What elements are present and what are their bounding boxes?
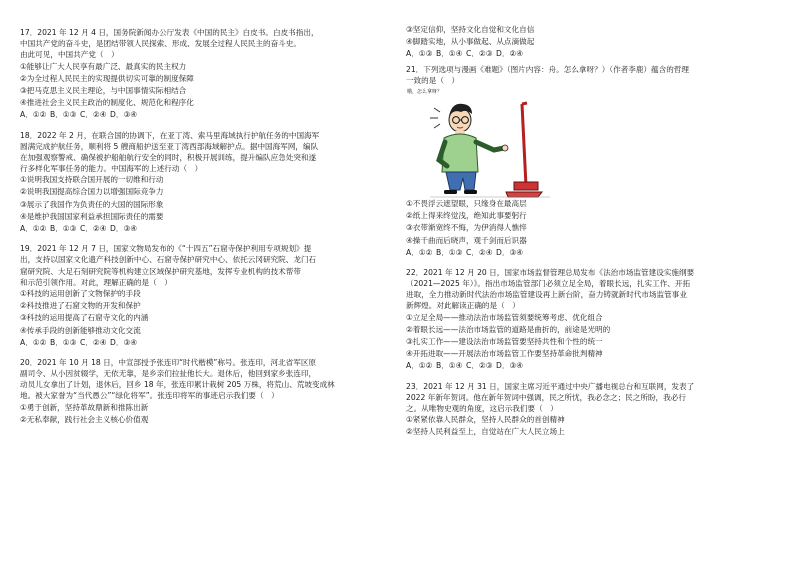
- choice-a: A．①②: [20, 110, 47, 120]
- choice-d: D．②④: [496, 49, 524, 59]
- option-item: ③扎实工作——建设法治市场监管要坚持共性和个性的统一: [406, 337, 603, 346]
- question-stem: 18．2022 年 2 月，在联合国的协调下，在亚丁湾、索马里海域执行护航任务的中国海军: [20, 130, 320, 140]
- answer-choices: [406, 48, 778, 60]
- option-item: ④开拓进取——开展法治市场监管工作要坚持革命批判精神: [406, 349, 603, 359]
- option-item: ①说明我国支持联合国开展的一切维和行动: [20, 175, 164, 185]
- choice-d: D．③④: [110, 337, 138, 347]
- option-item: ②为全过程人民民主的实现提供切实可靠的制度保障: [20, 73, 194, 83]
- option-item: ④推进社会主义民主政治的制度化、规范化和程序化: [20, 98, 194, 108]
- choice-a: A．①②: [406, 361, 433, 371]
- option-item: ②无私奉献，践行社会主义核心价值观: [20, 414, 149, 424]
- question-stem: 由此可见，中国共产党（ ）: [20, 50, 119, 60]
- question-19: [20, 243, 392, 349]
- option-item: ③把马克思主义民主理论，与中国事情实际相结合: [20, 85, 187, 95]
- cartoon-illustration: [410, 94, 560, 198]
- answer-choices: [406, 247, 778, 259]
- choice-d: D．③④: [110, 224, 138, 233]
- choice-b: B．①③: [50, 110, 77, 120]
- answer-choices: [20, 337, 392, 349]
- question-stem: 行多样化军事任务的能力。中国海军的上述行动（ ）: [20, 164, 203, 174]
- question-stem: 23．2021 年 12 月 31 日，国家主席习近平通过中央广播电视总台和互联网，发表了: [406, 381, 695, 391]
- question-stem: 出，支持以国家文化遗产科技创新中心、石窟寺保护研究中心、依托云冈研究院、龙门石: [20, 255, 317, 265]
- question-stem: 副司令、从小因贫辍学，无依无靠，是乡亲们拉扯他长大。退休后，他回到家乡张连印，: [20, 369, 317, 379]
- question-18: [20, 130, 392, 236]
- question-stem: 之。从唯物史观的角度，这启示我们要（ ）: [406, 403, 558, 413]
- option-item: ②说明我国提高综合国力以增强国际竞争力: [20, 187, 164, 197]
- left-column: [20, 27, 392, 426]
- answer-choices: [406, 360, 778, 372]
- option-item: ①紧紧依靠人民群众，坚持人民群众的首创精神: [406, 415, 565, 425]
- question-stem: 在加强观察警戒、确保被护船舶航行安全的同时，积极开展训练，提升编队应急处突和遂: [20, 152, 317, 162]
- choice-c: C．②③: [466, 49, 493, 59]
- option-item: ①勇于创新，坚持革故鼎新和推陈出新: [20, 402, 149, 412]
- option-item: ②科技推进了石窟文物的开发和保护: [20, 301, 141, 311]
- option-item: ②着眼长远——法治市场监管的道路是曲折的，前途是光明的: [406, 324, 611, 334]
- question-stem: 新辉煌。对此解读正确的是（ ）: [406, 301, 520, 311]
- option-item: ④是维护我国国家利益承担国际责任的需要: [20, 211, 164, 221]
- question-stem: 动员儿女拿出了计划，退休后，回乡 18 年，张连印累计栽树 205 万株，将荒山、荒坡变成林: [20, 380, 335, 390]
- question-stem: 圆满完成护航任务，顺利将 5 艘商船护送至亚丁湾西部海域解护点。据中国海军网，编队: [20, 141, 319, 151]
- option-item: ①能够让广大人民享有最广泛、最真实的民主权力: [20, 61, 187, 71]
- question-stem: 19．2021 年 12 月 7 日，国家文物局发布的《“十四五”石窟寺保护利用专项规划》提: [20, 244, 312, 254]
- answer-choices: [20, 223, 392, 235]
- choice-a: A．①②: [406, 247, 433, 257]
- choice-c: C．②④: [80, 337, 107, 347]
- question-stem: 20．2021 年 10 月 18 日，中宣部授予张连印“时代楷模”称号。张连印，河北省军区原: [20, 357, 317, 367]
- question-17: [20, 27, 392, 122]
- choice-a: A．①②: [20, 224, 47, 233]
- answer-choices: [20, 109, 392, 121]
- option-item: ③科技的运用提高了石窟寺文化的内涵: [20, 313, 149, 323]
- option-item: ④操千曲而后晓声，观千剑而后识器: [406, 235, 527, 245]
- option-item: ③展示了我国作为负责任的大国的国际形象: [20, 199, 164, 209]
- question-stem: 2022 年新年贺词。他在新年贺词中强调，民之所忧，我必念之；民之所盼，我必行: [406, 392, 686, 402]
- choice-b: B．①④: [436, 361, 463, 371]
- question-stem: （2021—2025 年）》。指出市场监管部门必须立足全局，着眼长远，扎实工作、开拓: [406, 279, 691, 289]
- option-item: ②坚持人民利益至上，自觉站在广大人民立场上: [406, 427, 565, 437]
- question-stem: 和示范引领作用。对此，理解正确的是（ ）: [20, 277, 172, 287]
- choice-b: B．①③: [50, 224, 77, 233]
- question-23: [406, 381, 778, 439]
- question-stem: 21．下列选项与漫画《难题》（图片内容：舟。怎么拿呀？）（作者李鹿）蕴含的哲理: [406, 64, 690, 74]
- cartoon-caption: 哦，怎么拿呀？: [407, 88, 443, 95]
- question-20-continued: [406, 24, 778, 61]
- question-stem: 一致的是（ ）: [406, 75, 460, 85]
- question-stem: 中国共产党的奋斗史，是团结带领人民探索、形成、发展全过程人民民主的奋斗史。: [20, 39, 301, 49]
- question-stem: 22．2021 年 12 月 20 日，国家市场监督管理总局发布《法治市场监管建设实施纲要: [406, 267, 695, 277]
- question-stem: 地。被大家誉为“当代愚公”“绿化将军”。张连印将军的事迹启示我们要（ ）: [20, 391, 279, 401]
- choice-c: C．②③: [466, 361, 493, 371]
- right-column: [406, 24, 778, 439]
- option-item: ④脚踏实地，从小事做起、从点滴做起: [406, 37, 535, 47]
- option-item: ①科技的运用创新了文物保护的手段: [20, 288, 141, 298]
- option-item: ④传承手段的创新能够推动文化交流: [20, 325, 141, 335]
- choice-d: D．③④: [496, 247, 524, 257]
- option-item: ①立足全局——推动法治市场监管须要统筹考虑、优化组合: [406, 312, 603, 322]
- choice-d: D．③④: [110, 110, 138, 120]
- choice-a: A．①②: [20, 337, 47, 347]
- choice-d: D．③④: [496, 361, 524, 371]
- question-21: [406, 64, 778, 259]
- option-item: ②纸上得来终觉浅，绝知此事要躬行: [406, 211, 527, 221]
- choice-c: C．②④: [80, 110, 107, 120]
- choice-b: B．①③: [436, 247, 463, 257]
- choice-b: B．①④: [436, 49, 463, 59]
- question-20: [20, 357, 392, 426]
- question-stem: 进取，全力推动新时代法治市场监管建设再上新台阶，奋力铸就新时代市场监管事业: [406, 290, 687, 300]
- question-22: [406, 267, 778, 373]
- choice-c: C．②④: [466, 247, 493, 257]
- choice-a: A．①③: [406, 49, 433, 59]
- option-item: ①不畏浮云遮望眼，只缘身在最高层: [406, 198, 527, 208]
- question-stem: 窟研究院、大足石刻研究院等机构建立区域保护研究基地，发挥专业机构的技术帮带: [20, 266, 301, 276]
- option-item: ③衣带渐宽终不悔，为伊消得人憔悴: [406, 223, 527, 233]
- choice-b: B．①③: [50, 337, 77, 347]
- cartoon-figure: [406, 86, 778, 198]
- choice-c: C．②④: [80, 224, 107, 233]
- option-item: ③坚定信仰，坚持文化自觉和文化自信: [406, 25, 535, 34]
- question-stem: 17．2021 年 12 月 4 日，国务院新闻办公厅发表《中国的民主》白皮书。白皮书指出，: [20, 28, 319, 37]
